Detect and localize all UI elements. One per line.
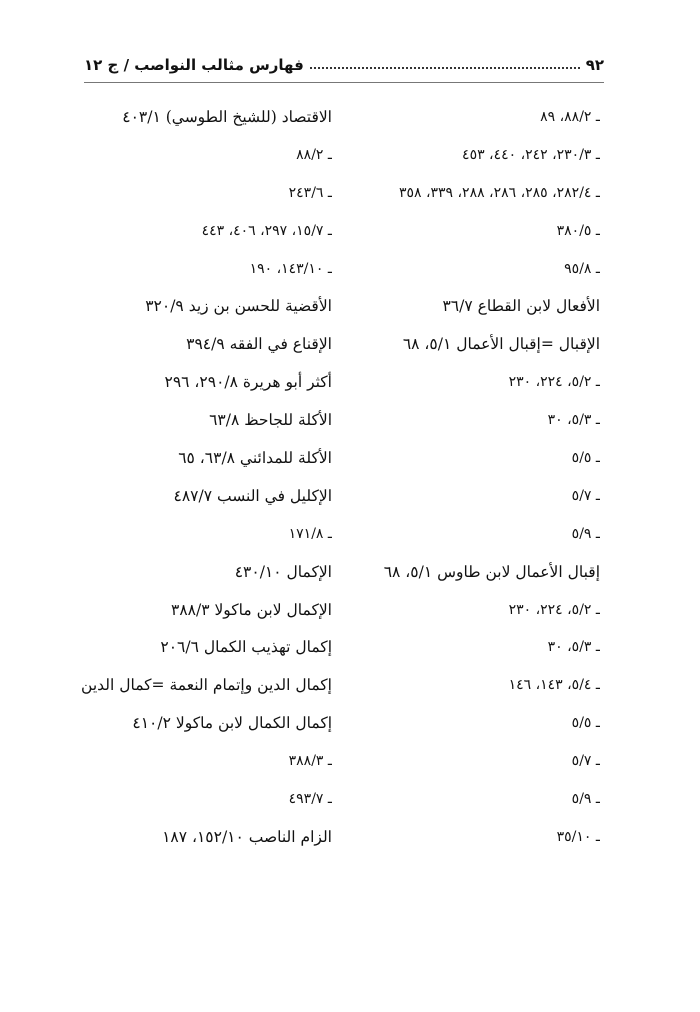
- index-entry: الزام الناصب ١٥٢/١٠، ١٨٧: [162, 827, 332, 846]
- index-entry: الأفعال لابن القطاع ٣٦/٧: [442, 297, 600, 316]
- index-column-left: [80, 99, 332, 857]
- index-entry: ـ ٥/٩: [571, 791, 600, 808]
- header-rule: [84, 82, 604, 83]
- index-entry: ـ ١٧١/٨: [288, 525, 332, 542]
- index-entry: ـ ٣٨٨/٣: [288, 753, 332, 770]
- index-entry: ـ ٨٨/٢: [296, 146, 332, 163]
- index-entry: ـ ٩٥/٨: [564, 260, 600, 277]
- index-entry: ـ ٢٨٢/٤، ٢٨٥، ٢٨٦، ٢٨٨، ٣٣٩، ٣٥٨: [398, 184, 600, 201]
- dotted-leader: [310, 67, 580, 69]
- index-entry: الإكمال ٤٣٠/١٠: [234, 562, 332, 581]
- index-entry: ـ ٤٩٣/٧: [288, 791, 332, 808]
- page-number: ٩٢: [585, 56, 604, 74]
- index-entry: الإكمال لابن ماكولا ٣٨٨/٣: [171, 600, 332, 619]
- index-entry: الإقبال =إقبال الأعمال ٥/١، ٦٨: [402, 335, 600, 354]
- index-entry: ـ ٥/٥: [571, 715, 600, 732]
- index-entry: الإقناع في الفقه ٣٩٤/٩: [186, 335, 332, 354]
- index-entry: إقبال الأعمال لابن طاوس ٥/١، ٦٨: [383, 562, 600, 581]
- index-entry: ـ ٥/٣، ٣٠: [547, 412, 600, 429]
- index-entry: ـ ١٤٣/١٠، ١٩٠: [249, 260, 332, 277]
- index-entry: أكثر أبو هريرة ٢٩٠/٨، ٢٩٦: [164, 373, 332, 392]
- index-entry: الإكليل في النسب ٤٨٧/٧: [173, 486, 332, 505]
- index-entry: ـ ٥/٤، ١٤٣، ١٤٦: [508, 677, 600, 694]
- running-title: فهارس مثالب النواصب / ج ١٢: [84, 56, 304, 74]
- index-entry: ـ ٣٥/١٠: [556, 828, 600, 845]
- index-entry: الأكلة للمدائني ٦٣/٨، ٦٥: [178, 449, 332, 468]
- index-entry: ـ ٥/٢، ٢٢٤، ٢٣٠: [508, 374, 600, 391]
- index-entry: ـ ٨٨/٢، ٨٩: [540, 109, 600, 125]
- index-entry: ـ ٥/٧: [571, 753, 600, 770]
- index-entry: إكمال الكمال لابن ماكولا ٤١٠/٢: [132, 714, 332, 733]
- index-entry: ـ ٥/٩: [571, 525, 600, 542]
- index-entry: ـ ٥/٧: [571, 487, 600, 504]
- index-entry: الأكلة للجاحظ ٦٣/٨: [209, 411, 332, 430]
- index-entry: ـ ١٥/٧، ٢٩٧، ٤٠٦، ٤٤٣: [201, 222, 332, 239]
- index-entry: ـ ٢٣٠/٣، ٢٤٢، ٤٤٠، ٤٥٣: [462, 146, 600, 163]
- index-entry: ـ ٥/٢، ٢٢٤، ٢٣٠: [508, 601, 600, 618]
- index-entry: ـ ٥/٣، ٣٠: [547, 639, 600, 656]
- index-entry: إكمال الدين وإتمام النعمة =كمال الدين: [81, 676, 332, 695]
- index-column-right: [340, 99, 600, 857]
- index-entry: ـ ٢٤٣/٦: [288, 184, 332, 201]
- running-header: [84, 52, 604, 78]
- index-entry: ـ ٣٨٠/٥: [556, 222, 600, 239]
- index-entry: إكمال تهذيب الكمال ٢٠٦/٦: [160, 638, 332, 657]
- index-entry: الاقتصاد (للشيخ الطوسي) ٤٠٣/١: [122, 108, 332, 126]
- index-entry: الأقضية للحسن بن زيد ٣٢٠/٩: [145, 297, 332, 316]
- index-entry: ـ ٥/٥: [571, 450, 600, 467]
